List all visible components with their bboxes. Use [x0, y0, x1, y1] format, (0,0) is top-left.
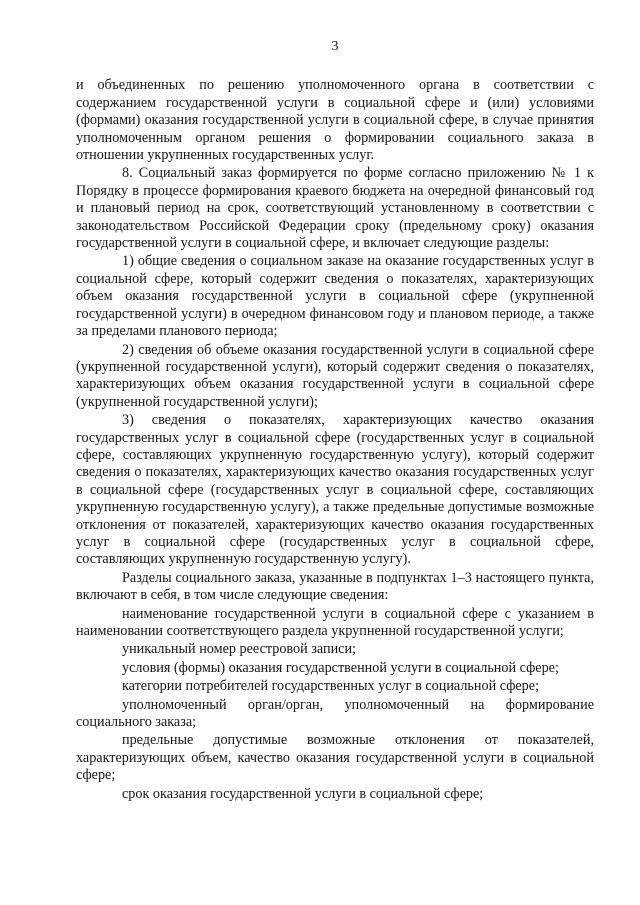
- list-item: наименование государственной услуги в социальной сфере с указанием в наименовании соответствующего раздела укрупненной государственной услуги;: [76, 605, 594, 639]
- page-number: 3: [331, 39, 339, 54]
- paragraph-sections-intro: Разделы социального заказа, указанные в подпунктах 1–3 настоящего пункта, включают в себя, в том числе следующие сведения:: [76, 569, 594, 604]
- paragraph-subitem-2: 2) сведения об объеме оказания государственной услуги в социальной сфере (укрупненной государственной услуги), который содержит сведения о показателях, характеризующих объем оказания государственной услуги в социальной сфере (укрупненной государственной услуги);: [76, 341, 594, 410]
- list-item: уникальный номер реестровой записи;: [122, 641, 356, 658]
- list-item: срок оказания государственной услуги в социальной сфере;: [122, 785, 484, 802]
- paragraph-item-8: 8. Социальный заказ формируется по форме согласно приложению № 1 к Порядку в процессе формирования краевого бюджета на очередной финансовый год и плановый период на срок, соответствующий установленному в соответствии с законодательством Российской Федерации сроку (предельному сроку) оказания государственной услуги в социальной сфере, и включает следующие разделы:: [76, 165, 594, 252]
- paragraph-subitem-1: 1) общие сведения о социальном заказе на оказание государственных услуг в социальной сфере, который содержит сведения о показателях, характеризующих объем оказания государственной услуги в социальной сфере (укрупненной государственной услуги) в очередном финансовом году и плановом периоде, а также за пределами планового периода;: [76, 253, 594, 340]
- list-item: условия (формы) оказания государственной услуги в социальной сфере;: [122, 659, 559, 676]
- list-item: предельные допустимые возможные отклонения от показателей, характеризующих объем, качество оказания государственной услуги в социальной сфере;: [76, 732, 594, 784]
- paragraph-continuation: и объединенных по решению уполномоченного органа в соответствии с содержанием государственной услуги в социальной сфере и (или) условиями (формами) оказания государственной услуги в социальной сфере, в случае принятия уполномоченным органом решения о формировании социального заказа в отношении укрупненных государственных услуг.: [76, 77, 594, 164]
- paragraph-subitem-3: 3) сведения о показателях, характеризующих качество оказания государственных услуг в социальной сфере (государственных услуг в социальной сфере, составляющих укрупненную государственную услугу), который содержит сведения о показателях, характеризующих качество оказания государственных услуг в социальной сфере (государственных услуг в социальной сфере, составляющих укрупненную государственную услугу), а также предельные допустимые возможные отклонения от показателей, характеризующих качество оказания государственных услуг в социальной сфере (государственных услуг в социальной сфере, составляющих укрупненную государственную услугу).: [76, 412, 594, 568]
- list-item: категории потребителей государственных услуг в социальной сфере;: [122, 678, 540, 695]
- list-item: уполномоченный орган/орган, уполномоченный на формирование социального заказа;: [76, 696, 594, 731]
